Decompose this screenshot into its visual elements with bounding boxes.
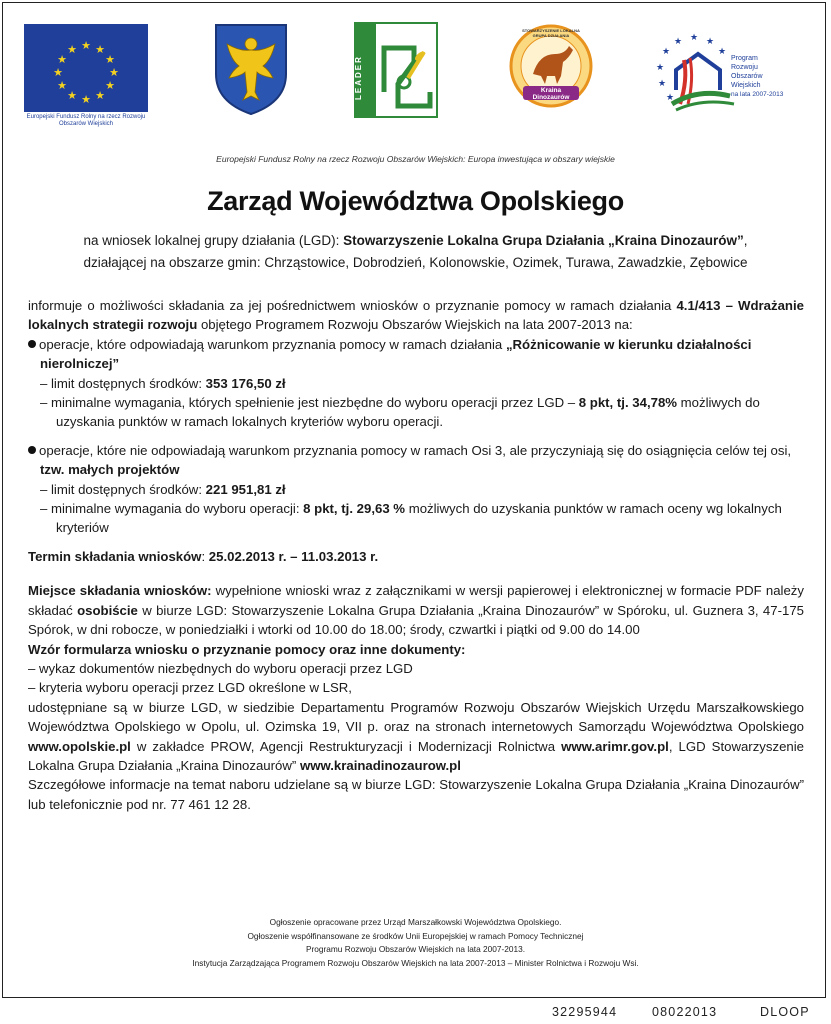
ad-code-2: 08022013 (652, 1005, 718, 1019)
eu-caption: Europejski Fundusz Rolny na rzecz Rozwoju Obszarów Wiejskich (26, 114, 146, 127)
prow-logo (654, 30, 738, 114)
bullet-2-limit: – limit dostępnych środków: 221 951,81 zł (40, 481, 286, 497)
ad-code-1: 32295944 (552, 1005, 618, 1019)
opolskie-coat-of-arms-logo (213, 22, 289, 116)
svg-text:★: ★ (57, 79, 67, 92)
footer-line: Ogłoszenie opracowane przez Urząd Marszałkowski Województwa Opolskiego. (269, 917, 562, 927)
prow-line: Program (731, 55, 758, 62)
availability: udostępniane są w biurze LGD, w siedzibie Departamentu Programów Rozwoju Obszarów Wiejskich Urzędu Marszałkowskiego Województwa Opolskiego w Opolu, ul. Ozimska 19, VII p. oraz na stronach internetowych Samorządu Województwa Opolskiego www.opolskie.pl w zakładce PROW, Agencji Restrukturyzacji i Modernizacji Rolnictwa www.arimr.gov.pl, LGD Stowarzyszenie Lokalna Grupa Działania „Kraina Dinozaurów” www.krainadinozaurow.pl (28, 699, 805, 773)
bullet-1: operacje, które odpowiadają warunkom przyznania pomocy w ramach działania „Różnicowanie w kierunku działalności nierolniczej” (28, 335, 804, 374)
dino-ring-text: STOWARZYSZENIE LOKALNA GRUPA DZIAŁANIA (522, 28, 580, 38)
submission-place: Miejsce składania wniosków: wypełnione wnioski wraz z załącznikami w wersji papierowej i elektronicznej w formacie PDF należy składać osobiście w biurze LGD: Stowarzyszenie Lokalna Grupa Działania „Kraina Dinozaurów” w Spóroku, ul. Guznera 3, 47-175 Spórok, w dni robocze, w poniedziałki i wtorki od 10.00 do 18.00; środy, czwartki i piątki od 9.00 do 14.00 (28, 583, 804, 638)
footer-line: Programu Rozwoju Obszarów Wiejskich na lata 2007-2013. (305, 944, 526, 954)
notice-body (28, 296, 804, 814)
svg-text:★: ★ (95, 89, 105, 102)
page-title: Zarząd Województwa Opolskiego (207, 186, 624, 216)
bullet-1-limit: – limit dostępnych środków: 353 176,50 zł (40, 375, 286, 391)
prow-line: Obszarów (731, 73, 763, 80)
svg-text:★: ★ (673, 37, 683, 47)
bullet-2: operacje, które nie odpowiadają warunkom przyznania pomocy w ramach Osi 3, ale przyczyniają się do osiągnięcia celów tej osi, tzw. małych projektów (28, 441, 804, 480)
svg-text:★: ★ (81, 93, 91, 106)
leader-logo (354, 22, 438, 118)
svg-text:★: ★ (95, 43, 105, 56)
svg-text:★: ★ (655, 63, 665, 73)
link-opolskie[interactable]: www.opolskie.pl (28, 738, 131, 754)
svg-text:★: ★ (717, 47, 727, 57)
intro-line-1: na wniosek lokalnej grupy działania (LGD): Stowarzyszenie Lokalna Grupa Działania „Kraina Dinozaurów”, (83, 233, 748, 248)
svg-text:★: ★ (53, 66, 63, 79)
footer-line: Ogłoszenie współfinansowane ze środków Unii Europejskiej w ramach Pomocy Technicznej (247, 930, 584, 941)
svg-text:★: ★ (105, 53, 115, 66)
footer-notes (0, 916, 831, 970)
prow-line: na lata 2007-2013 (731, 91, 784, 98)
svg-text:★: ★ (105, 79, 115, 92)
svg-text:★: ★ (657, 79, 667, 89)
svg-text:★: ★ (689, 33, 699, 43)
svg-text:★: ★ (705, 37, 715, 47)
svg-text:★: ★ (67, 43, 77, 56)
kraina-dinozaurow-logo (509, 24, 593, 112)
forms-item-1: – wykaz dokumentów niezbędnych do wyboru operacji przez LGD (28, 660, 413, 676)
svg-text:★: ★ (81, 39, 91, 52)
svg-text:★: ★ (57, 53, 67, 66)
bullet-icon (28, 340, 36, 348)
dino-banner-text: Kraina Dinozaurów (532, 87, 570, 101)
svg-text:★: ★ (67, 89, 77, 102)
bullet-1-minimum: – minimalne wymagania, których spełnienie jest niezbędne do wyboru operacji przez LGD – 8 pkt, tj. 34,78% możliwych do uzyskania punktów w ramach lokalnych kryteriów wyboru operacji. (40, 395, 760, 430)
leader-vertical-text: LEADER (354, 55, 363, 100)
prow-line: Wiejskich (731, 82, 761, 89)
forms-item-2: – kryteria wyboru operacji przez LGD określone w LSR, (28, 680, 352, 696)
svg-text:★: ★ (665, 93, 675, 103)
bullet-icon (28, 446, 36, 454)
link-arimr[interactable]: www.arimr.gov.pl (561, 738, 669, 754)
eu-flag-logo (24, 24, 148, 112)
eu-slogan: Europejski Fundusz Rolny na rzecz Rozwoju Obszarów Wiejskich: Europa inwestująca w obszary wiejskie (216, 154, 615, 164)
eu-stars-icon (24, 24, 148, 112)
forms-heading: Wzór formularza wniosku o przyznanie pomocy oraz inne dokumenty: (28, 641, 466, 657)
intro-line-2: działającej na obszarze gmin: Chrząstowice, Dobrodzień, Kolonowskie, Ozimek, Turawa, Zawadzkie, Zębowice (83, 255, 748, 270)
ad-code-3: DLOOP (760, 1005, 810, 1019)
intro-paragraph: informuje o możliwości składania za jej pośrednictwem wniosków o przyznanie pomocy w ramach działania 4.1/413 – Wdrażanie lokalnych strategii rozwoju objętego Programem Rozwoju Obszarów Wiejskich na lata 2007-2013 na: (28, 298, 804, 333)
contact-info: Szczegółowe informacje na temat naboru udzielane są w biurze LGD: Stowarzyszenie Lokalna Grupa Działania „Kraina Dinozaurów” lub telefonicznie pod nr. 77 461 12 28. (28, 777, 804, 812)
bullet-2-minimum: – minimalne wymagania do wyboru operacji: 8 pkt, tj. 29,63 % możliwych do uzyskania punktów w ramach oceny wg lokalnych kryteriów (40, 501, 782, 536)
svg-text:★: ★ (109, 66, 119, 79)
footer-line: Instytucja Zarządzająca Programem Rozwoju Obszarów Wiejskich na lata 2007-2013 – Minister Rolnictwa i Rozwoju Wsi. (192, 957, 639, 968)
svg-text:★: ★ (661, 47, 671, 57)
link-krainadinozaurow[interactable]: www.krainadinozaurow.pl (299, 757, 461, 773)
prow-caption (731, 54, 811, 99)
deadline: Termin składania wniosków: 25.02.2013 r. – 11.03.2013 r. (28, 548, 379, 564)
prow-line: Rozwoju (731, 64, 758, 71)
